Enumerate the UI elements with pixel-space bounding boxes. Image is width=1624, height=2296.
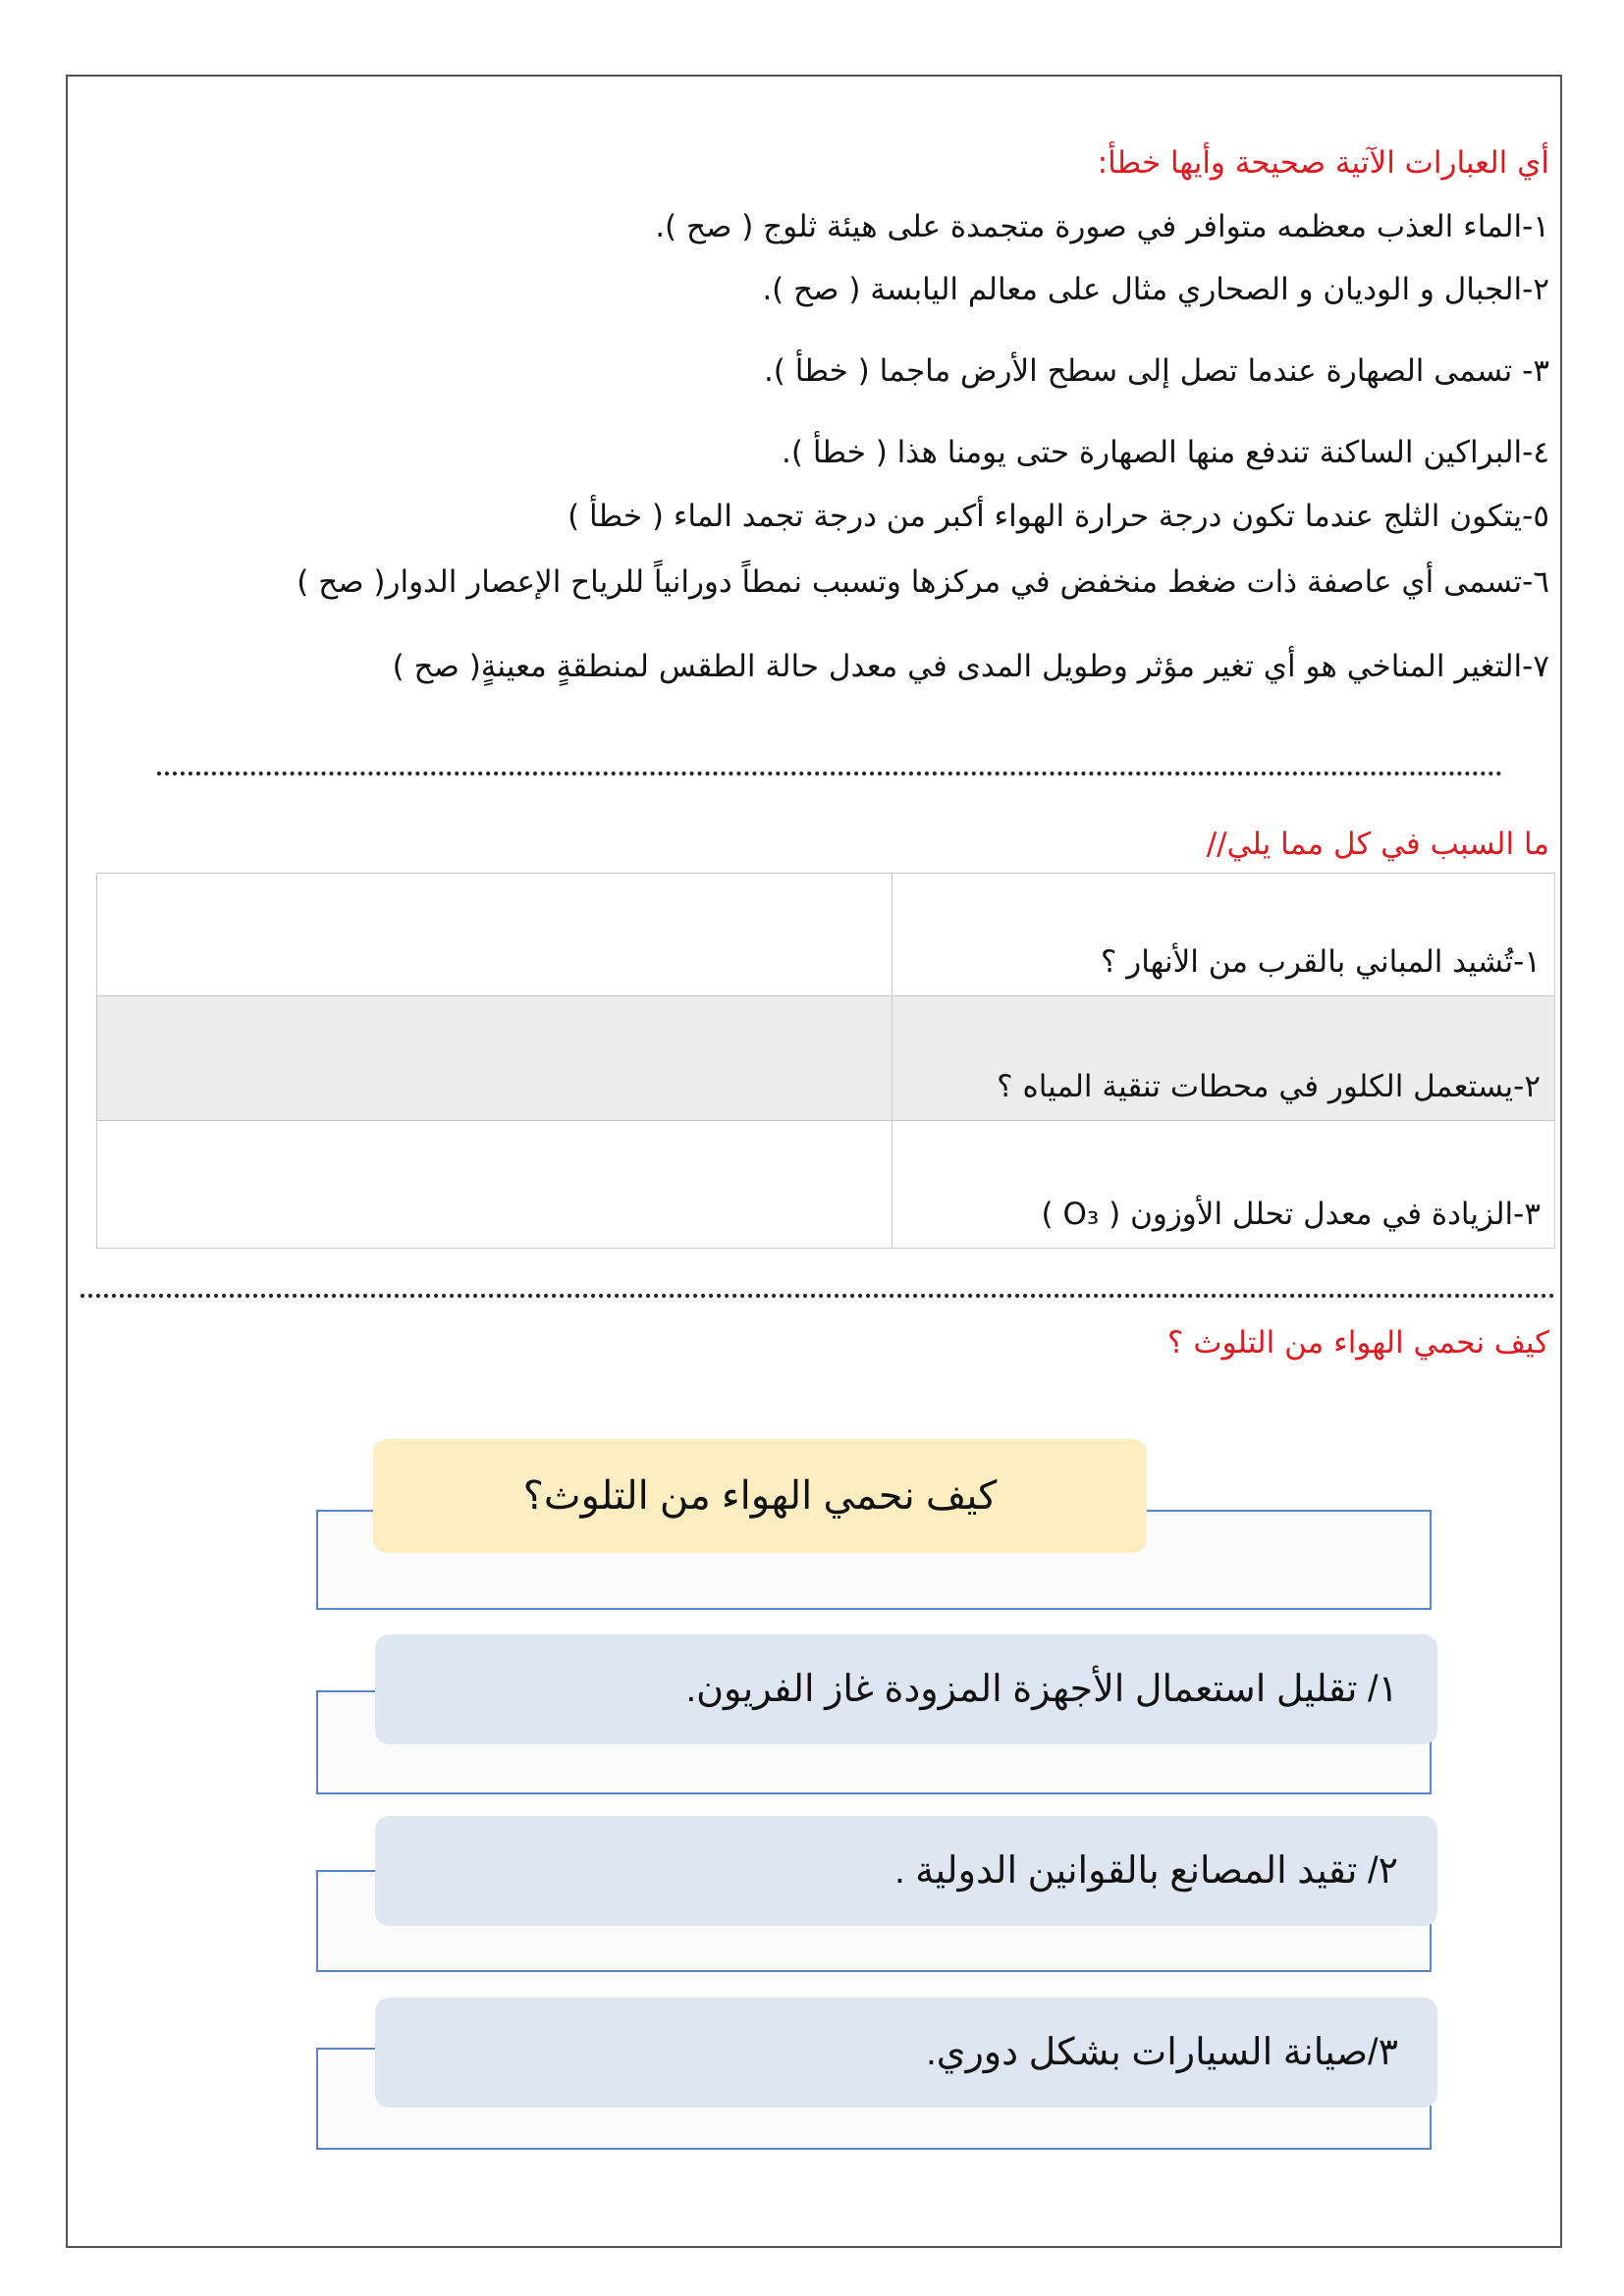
reason-answer-3[interactable] <box>97 1121 893 1249</box>
reason-question-2: ٢-يستعمل الكلور في محطات تنقية المياه ؟ <box>892 996 1554 1121</box>
reasons-heading: ما السبب في كل مما يلي// <box>1206 827 1549 862</box>
statement-6: ٦-تسمى أي عاصفة ذات ضغط منخفض في مركزها وتسبب نمطاً دورانياً للرياح الإعصار الدوار( صح ) <box>297 564 1549 600</box>
dotted-separator-1 <box>157 772 1502 775</box>
diagram-item-1: ١/ تقليل استعمال الأجهزة المزودة غاز الفريون. <box>375 1634 1437 1744</box>
true-false-heading: أي العبارات الآتية صحيحة وأيها خطأ: <box>1097 145 1549 181</box>
reason-question-1: ١-تُشيد المباني بالقرب من الأنهار ؟ <box>892 874 1554 996</box>
reason-answer-2[interactable] <box>97 996 893 1121</box>
table-row <box>97 996 1555 1121</box>
statement-1: ١-الماء العذب معظمه متوافر في صورة متجمدة على هيئة ثلوج ( صح ). <box>655 209 1549 244</box>
statement-5: ٥-يتكون الثلج عندما تكون درجة حرارة الهواء أكبر من درجة تجمد الماء ( خطأ ) <box>568 499 1549 534</box>
reasons-table <box>96 873 1555 1249</box>
table-row <box>97 874 1555 996</box>
dotted-separator-2 <box>81 1294 1555 1298</box>
statement-7: ٧-التغير المناخي هو أي تغير مؤثر وطويل المدى في معدل حالة الطقس لمنطقةٍ معينةٍ( صح ) <box>392 649 1549 684</box>
reason-answer-1[interactable] <box>97 874 893 996</box>
statement-2: ٢-الجبال و الوديان و الصحاري مثال على معالم اليابسة ( صح ). <box>762 272 1549 307</box>
diagram-item-2: ٢/ تقيد المصانع بالقوانين الدولية . <box>375 1816 1437 1926</box>
reason-question-3: ٣-الزيادة في معدل تحلل الأوزون ( O₃ ) <box>892 1121 1554 1249</box>
table-row <box>97 1121 1555 1249</box>
diagram-item-3: ٣/صيانة السيارات بشكل دوري. <box>375 1998 1437 2108</box>
statement-4: ٤-البراكين الساكنة تندفع منها الصهارة حتى يومنا هذا ( خطأ ). <box>782 435 1549 470</box>
protect-air-heading: كيف نحمي الهواء من التلوث ؟ <box>1167 1325 1549 1361</box>
diagram-title: كيف نحمي الهواء من التلوث؟ <box>373 1439 1147 1553</box>
statement-3: ٣- تسمى الصهارة عندما تصل إلى سطح الأرض ماجما ( خطأ ). <box>763 353 1549 389</box>
